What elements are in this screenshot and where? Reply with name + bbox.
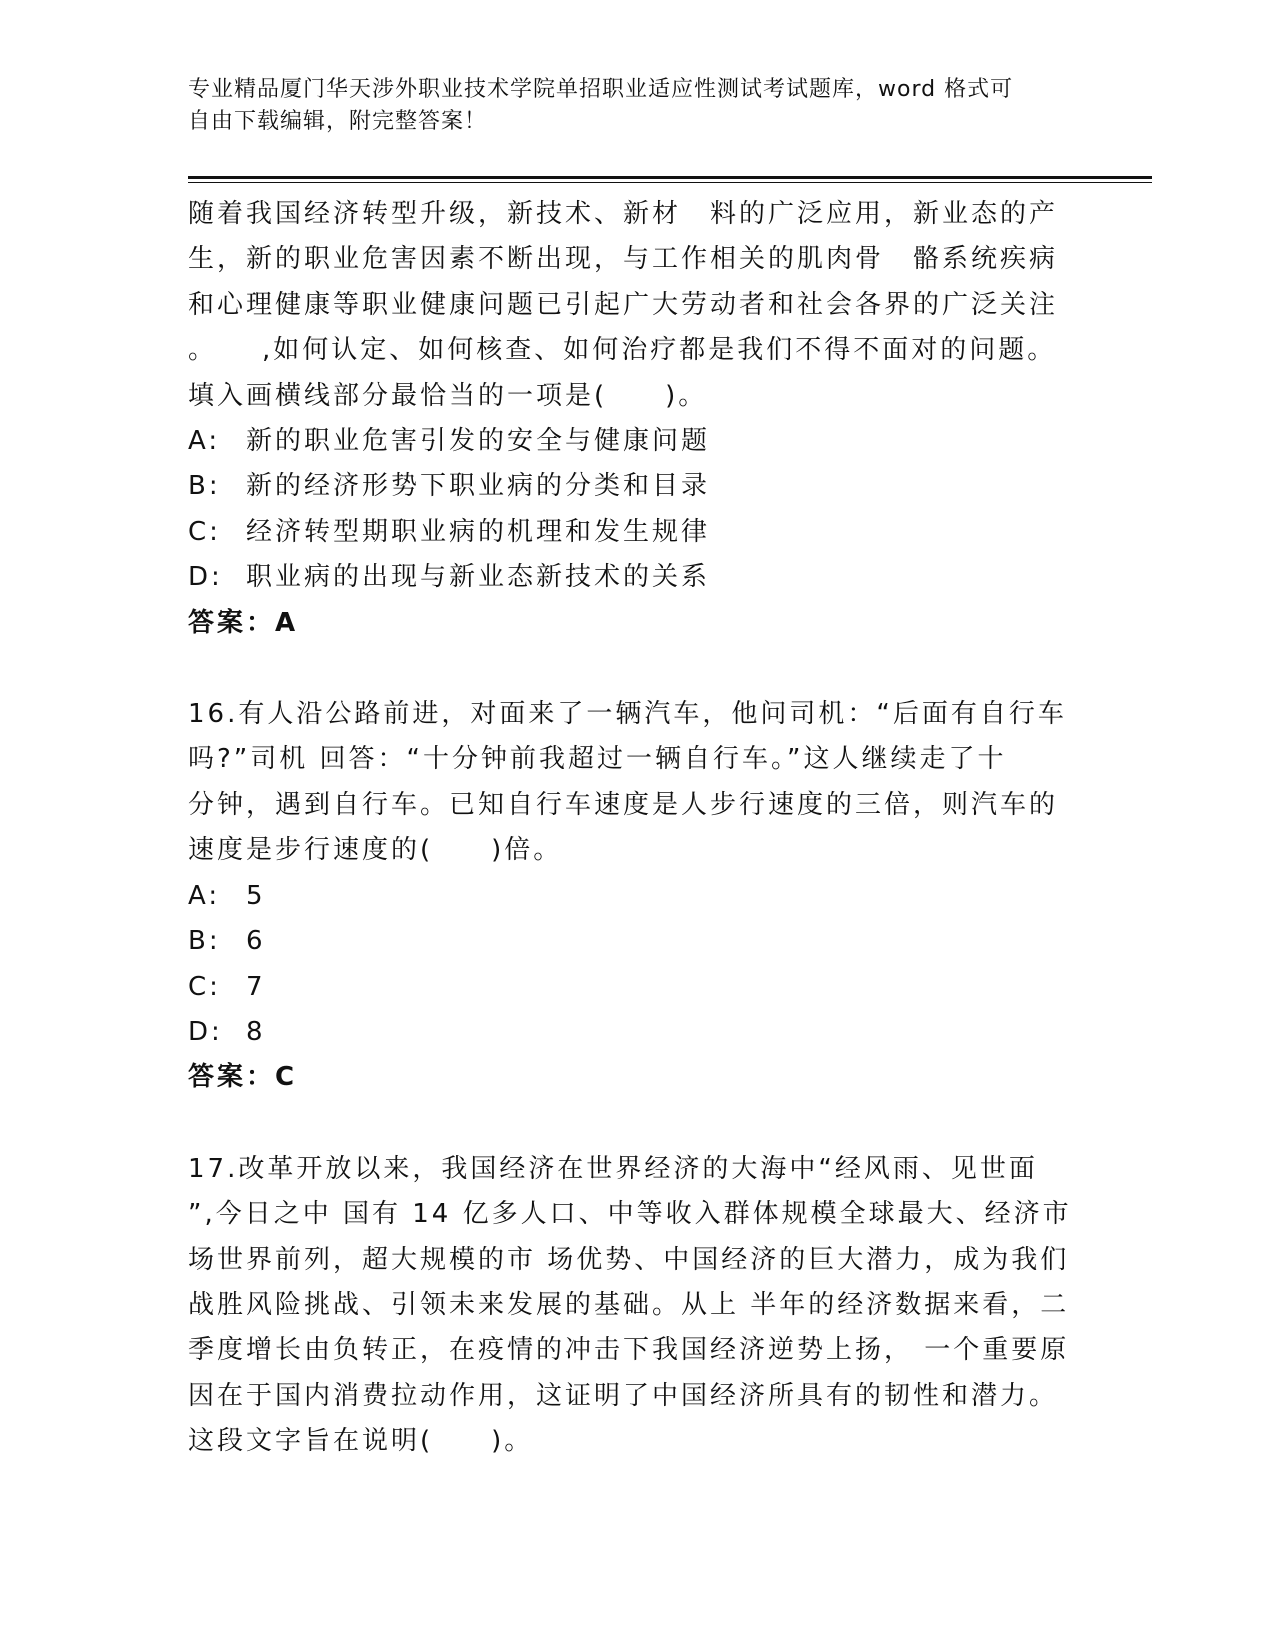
option-d: [188, 1010, 1088, 1055]
stem-line: 分钟，遇到自行车。已知自行车速度是人步行速度的三倍，则汽车的: [188, 789, 1059, 820]
option-b: [188, 919, 1088, 964]
question-15-stem: [188, 192, 1088, 419]
option-a: [188, 874, 1088, 919]
stem-line: 吗?”司机 回答：“十分钟前我超过一辆自行车。”这人继续走了十: [188, 744, 1007, 775]
header-line-1: 专业精品厦门华天涉外职业技术学院单招职业适应性测试考试题库，word 格式可: [188, 77, 1014, 102]
option-text: 经济转型期职业病的机理和发生规律: [246, 516, 711, 547]
header-divider-thin: [188, 182, 1152, 183]
header-divider-thick: [188, 176, 1152, 179]
stem-line: 速度是步行速度的( )倍。: [188, 835, 563, 866]
stem-line: 17.改革开放以来，我国经济在世界经济的大海中“经风雨、见世面: [188, 1153, 1038, 1184]
question-16: [188, 692, 1088, 1101]
option-text: 新的经济形势下职业病的分类和目录: [246, 471, 711, 502]
option-text: 新的职业危害引发的安全与健康问题: [246, 426, 711, 457]
option-text: 8: [246, 1016, 266, 1047]
option-c: [188, 510, 1088, 555]
answer-line: 答案：A: [188, 607, 299, 638]
question-17-stem: [188, 1147, 1088, 1465]
option-text: 5: [246, 880, 266, 911]
option-letter: B:: [188, 471, 221, 502]
question-17: [188, 1147, 1088, 1465]
option-letter: D:: [188, 1016, 223, 1047]
option-text: 6: [246, 926, 266, 957]
stem-line: 季度增长由负转正，在疫情的冲击下我国经济逆势上扬， 一个重要原: [188, 1335, 1070, 1366]
answer-line: 答案：C: [188, 1062, 298, 1093]
option-letter: A:: [188, 426, 221, 457]
option-text: 7: [246, 971, 266, 1002]
option-d: [188, 555, 1088, 600]
stem-line: ”,今日之中 国有 14 亿多人口、中等收入群体规模全球最大、经济市: [188, 1199, 1072, 1230]
stem-line: 和心理健康等职业健康问题已引起广大劳动者和社会各界的广泛关注: [188, 289, 1059, 320]
header-line-2: 自由下载编辑，附完整答案！: [188, 109, 488, 134]
document-header: [188, 74, 1068, 138]
stem-line: 场世界前列，超大规模的市 场优势、中国经济的巨大潜力，成为我们: [188, 1244, 1070, 1275]
option-b: [188, 464, 1088, 509]
option-letter: C:: [188, 971, 221, 1002]
option-letter: C:: [188, 516, 221, 547]
option-a: [188, 419, 1088, 464]
stem-line: 生，新的职业危害因素不断出现，与工作相关的肌肉骨 骼系统疾病: [188, 244, 1059, 275]
stem-line: 。 ,如何认定、如何核查、如何治疗都是我们不得不面对的问题。: [188, 335, 1057, 366]
stem-line: 随着我国经济转型升级，新技术、新材 料的广泛应用，新业态的产: [188, 199, 1059, 229]
option-text: 职业病的出现与新业态新技术的关系: [246, 562, 711, 593]
stem-line: 16.有人沿公路前进，对面来了一辆汽车，他问司机：“后面有自行车: [188, 699, 1067, 730]
question-16-stem: [188, 692, 1088, 874]
stem-line: 因在于国内消费拉动作用，这证明了中国经济所具有的韧性和潜力。: [188, 1380, 1059, 1411]
option-c: [188, 965, 1088, 1010]
option-letter: D:: [188, 562, 223, 593]
stem-line: 战胜风险挑战、引领未来发展的基础。从上 半年的经济数据来看，二: [188, 1289, 1070, 1320]
stem-line: 填入画横线部分最恰当的一项是( )。: [188, 380, 708, 411]
option-letter: B:: [188, 926, 221, 957]
stem-line: 这段文字旨在说明( )。: [188, 1426, 534, 1457]
option-letter: A:: [188, 880, 221, 911]
question-15: [188, 192, 1088, 646]
question-list: [188, 192, 1088, 1465]
